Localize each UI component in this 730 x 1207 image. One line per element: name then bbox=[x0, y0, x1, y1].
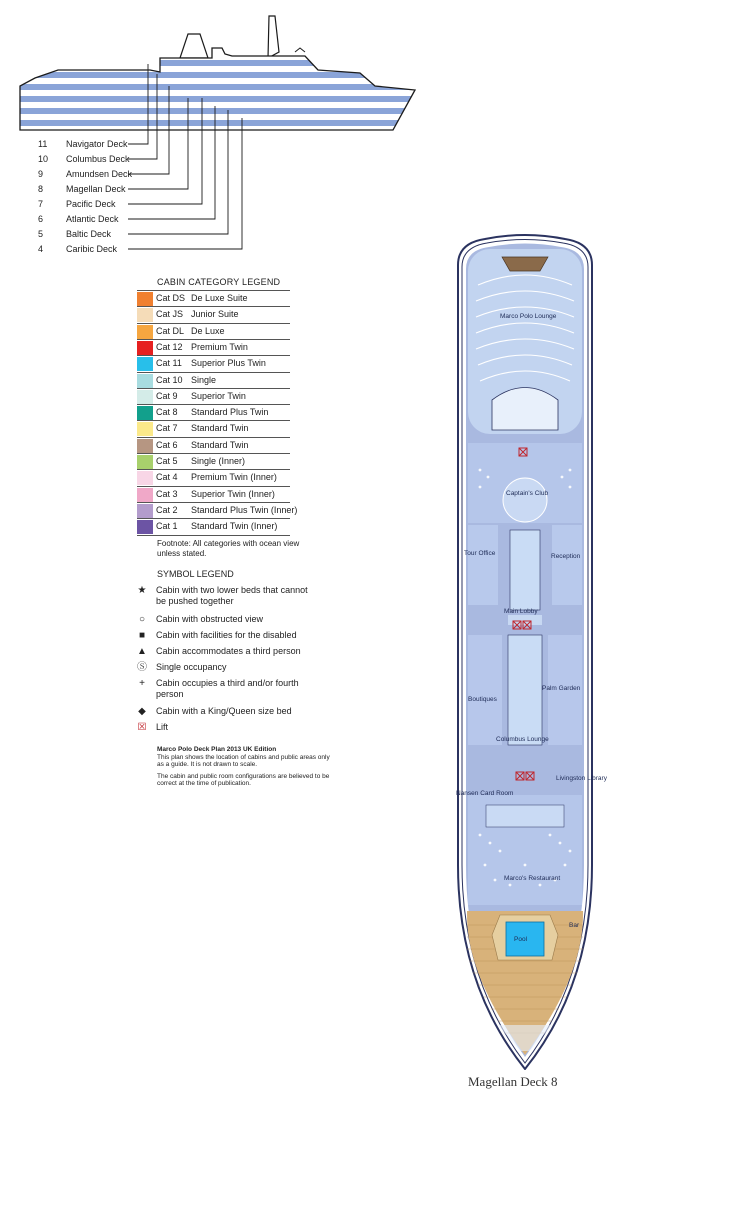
legend-divider bbox=[137, 535, 290, 536]
edition-note bbox=[157, 746, 337, 788]
category-code: Cat DL bbox=[156, 325, 185, 336]
room-label-livingston-library: Livingston Library bbox=[556, 775, 607, 782]
symbol-label: Cabin accommodates a third person bbox=[156, 646, 301, 656]
category-label: Standard Plus Twin (Inner) bbox=[191, 504, 298, 515]
triangle-icon: ▲ bbox=[137, 646, 147, 657]
category-label: Superior Twin (Inner) bbox=[191, 488, 275, 499]
category-color-swatch bbox=[137, 357, 153, 371]
category-color-swatch bbox=[137, 455, 153, 469]
room-label-captains-club: Captain's Club bbox=[506, 490, 549, 497]
deck-plan-caption: Magellan Deck 8 bbox=[468, 1074, 558, 1089]
cabin-category-row bbox=[137, 339, 290, 355]
category-code: Cat 2 bbox=[156, 504, 178, 515]
room-label-pool: Pool bbox=[514, 936, 528, 943]
symbol-label: Cabin with two lower beds that cannot be pushed together bbox=[156, 585, 308, 606]
room-label-tour-office: Tour Office bbox=[464, 550, 496, 557]
category-code: Cat 6 bbox=[156, 439, 178, 450]
legend-footnote: Footnote: All categories with ocean view unless stated. bbox=[157, 539, 300, 558]
room-label-nansen-card-room: Nansen Card Room bbox=[456, 790, 514, 797]
category-label: Junior Suite bbox=[191, 309, 239, 320]
category-code: Cat 12 bbox=[156, 341, 183, 352]
cabin-category-row bbox=[137, 437, 290, 453]
single-occupancy-icon: Ⓢ bbox=[137, 662, 147, 673]
category-color-swatch bbox=[137, 520, 153, 534]
edition-title: Marco Polo Deck Plan 2013 UK Edition bbox=[157, 746, 277, 753]
category-code: Cat 3 bbox=[156, 488, 178, 499]
circle-icon: ○ bbox=[138, 614, 146, 625]
cabin-category-row bbox=[137, 453, 290, 469]
symbol-label: Lift bbox=[156, 722, 169, 732]
main-lobby-corridor bbox=[510, 530, 540, 610]
category-label: Superior Twin bbox=[191, 390, 246, 401]
category-code: Cat JS bbox=[156, 309, 184, 320]
category-color-swatch bbox=[137, 341, 153, 355]
category-code: Cat 1 bbox=[156, 521, 178, 532]
cabin-category-row bbox=[137, 388, 290, 404]
room-label-palm-garden: Palm Garden bbox=[542, 685, 581, 692]
edition-disclaimer: This plan shows the location of cabins and public areas only as a guide. It is not drawn to scale. bbox=[157, 753, 330, 768]
category-code: Cat 5 bbox=[156, 456, 178, 466]
room-label-bar: Bar bbox=[569, 922, 580, 929]
category-label: Single (Inner) bbox=[191, 456, 246, 466]
category-color-swatch bbox=[137, 325, 153, 339]
category-color-swatch bbox=[137, 390, 153, 404]
symbol-label: Cabin with facilities for the disabled bbox=[156, 630, 297, 640]
cabin-category-row bbox=[137, 502, 298, 518]
category-color-swatch bbox=[137, 488, 153, 502]
edition-accuracy-note: The cabin and public room configurations are believed to be correct at the time of publication. bbox=[157, 772, 330, 787]
cabin-category-row bbox=[137, 355, 290, 371]
captains-club-area bbox=[503, 478, 547, 522]
category-label: Standard Twin bbox=[191, 439, 249, 450]
category-color-swatch bbox=[137, 504, 153, 518]
cabin-category-row bbox=[137, 290, 290, 306]
symbol-label: Single occupancy bbox=[156, 662, 227, 672]
cabin-category-row bbox=[137, 306, 290, 322]
category-label: Premium Twin (Inner) bbox=[191, 472, 277, 483]
category-label: Standard Twin bbox=[191, 423, 249, 434]
category-code: Cat 11 bbox=[156, 358, 182, 369]
room-label-marcos-restaurant: Marco's Restaurant bbox=[504, 875, 561, 882]
symbol-label: Cabin with a King/Queen size bed bbox=[156, 706, 292, 716]
category-label: Standard Plus Twin bbox=[191, 407, 269, 418]
category-color-swatch bbox=[137, 374, 153, 388]
cabin-category-row bbox=[137, 420, 290, 436]
category-code: Cat 10 bbox=[156, 374, 183, 385]
category-code: Cat 4 bbox=[156, 472, 178, 483]
symbol-label: Cabin with obstructed view bbox=[156, 614, 264, 624]
category-color-swatch bbox=[137, 292, 153, 306]
square-icon: ■ bbox=[138, 630, 146, 641]
room-label-boutiques: Boutiques bbox=[468, 696, 497, 703]
room-label-columbus-lounge: Columbus Lounge bbox=[496, 736, 549, 743]
category-code: Cat 7 bbox=[156, 423, 178, 434]
symbol-label: Cabin occupies a third and/or fourth person bbox=[156, 678, 299, 699]
cabin-category-row bbox=[137, 404, 290, 420]
ship-profile-diagram bbox=[0, 0, 430, 260]
funnel bbox=[268, 16, 279, 58]
category-color-swatch bbox=[137, 308, 153, 322]
category-color-swatch bbox=[137, 439, 153, 453]
category-label: Superior Plus Twin bbox=[191, 358, 266, 369]
category-label: Standard Twin (Inner) bbox=[191, 521, 278, 532]
star-icon: ★ bbox=[137, 585, 147, 596]
symbol-legend-title: SYMBOL LEGEND bbox=[157, 569, 234, 579]
deck-plan-map bbox=[440, 225, 610, 1070]
category-code: Cat DS bbox=[156, 293, 186, 303]
category-code: Cat 9 bbox=[156, 390, 178, 401]
room-label-marco-polo-lounge: Marco Polo Lounge bbox=[500, 313, 557, 320]
category-label: Premium Twin bbox=[191, 341, 248, 352]
room-label-reception: Reception bbox=[551, 553, 581, 560]
category-color-swatch bbox=[137, 422, 153, 436]
cabin-category-row bbox=[137, 323, 290, 339]
diamond-icon: ◆ bbox=[138, 706, 146, 717]
plus-icon: + bbox=[139, 678, 145, 689]
lift-icon: ☒ bbox=[137, 722, 147, 733]
category-color-swatch bbox=[137, 406, 153, 420]
cabin-category-row bbox=[137, 469, 290, 485]
category-color-swatch bbox=[137, 471, 153, 485]
cabin-legend-title: CABIN CATEGORY LEGEND bbox=[157, 277, 281, 287]
room-label-main-lobby: Main Lobby bbox=[504, 608, 538, 615]
category-label: De Luxe Suite bbox=[191, 293, 248, 303]
cabin-category-row bbox=[137, 486, 290, 502]
cabin-category-row bbox=[137, 518, 290, 534]
category-label: Single bbox=[191, 374, 217, 385]
cabin-category-row bbox=[137, 372, 290, 388]
category-label: De Luxe bbox=[191, 325, 225, 336]
category-code: Cat 8 bbox=[156, 407, 178, 418]
superstructure-top bbox=[180, 34, 208, 58]
